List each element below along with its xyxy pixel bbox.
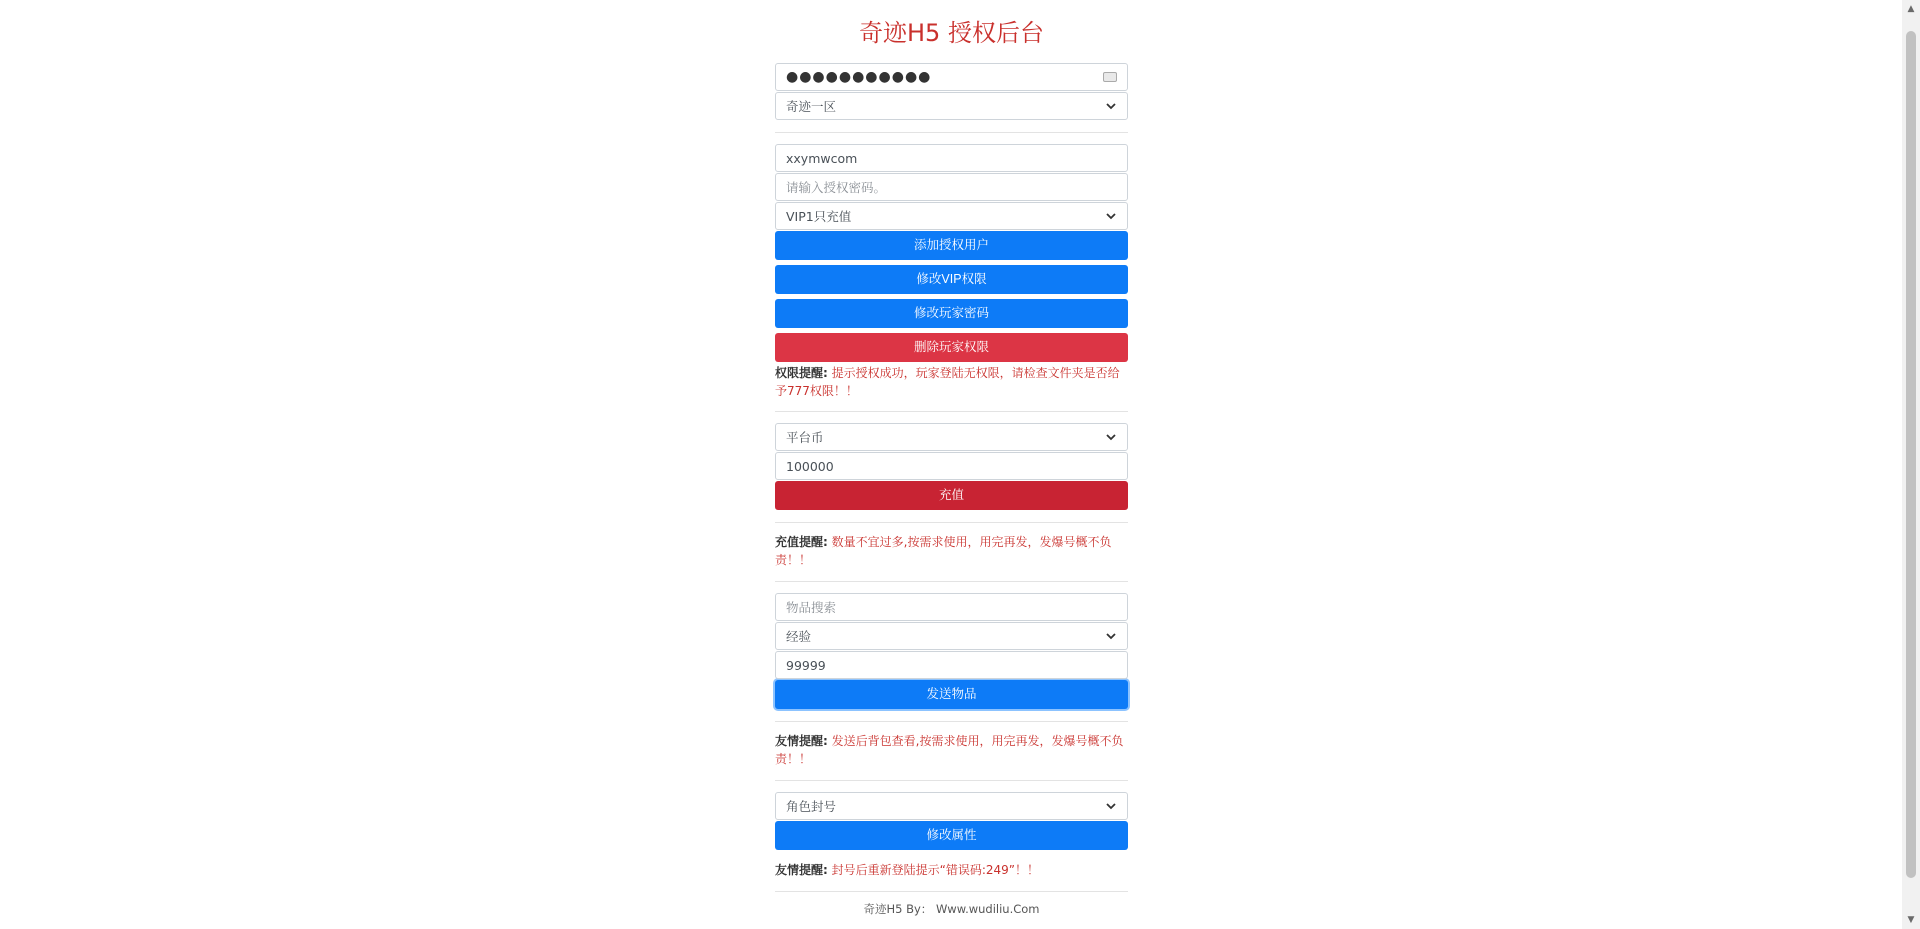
recharge-notice-label: 充值提醒:: [775, 535, 828, 549]
scroll-up-icon[interactable]: ▲: [1907, 4, 1915, 14]
vertical-scrollbar[interactable]: [1902, 0, 1920, 929]
add-user-button[interactable]: 添加授权用户: [775, 231, 1128, 260]
auth-notice-text: 提示授权成功，玩家登陆无权限，请检查文件夹是否给予777权限！！: [775, 366, 1120, 398]
server-select[interactable]: [775, 92, 1128, 120]
main-panel: [775, 0, 1128, 917]
divider: [775, 721, 1128, 722]
item-notice: [775, 732, 1128, 768]
item-search-placeholder: 物品搜索: [786, 600, 837, 615]
chevron-down-icon: [1105, 210, 1117, 222]
amount-input[interactable]: [775, 452, 1128, 480]
divider: [775, 780, 1128, 781]
modify-vip-button[interactable]: 修改VIP权限: [775, 265, 1128, 294]
scroll-down-icon[interactable]: ▼: [1907, 915, 1915, 925]
divider: [775, 891, 1128, 892]
footer-text: 奇迹H5 By： Www.wudiliu.Com: [863, 902, 1040, 916]
page-title: 奇迹H5 授权后台: [859, 19, 1044, 47]
send-item-button[interactable]: 发送物品: [775, 680, 1128, 709]
recharge-notice-text: 数量不宜过多,按需求使用，用完再发，发爆号概不负责！！: [775, 535, 1112, 567]
chevron-down-icon: [1105, 100, 1117, 112]
auth-password-input[interactable]: [775, 173, 1128, 201]
quantity-value: 99999: [786, 657, 826, 673]
server-select-value: 奇迹一区: [786, 99, 837, 114]
attribute-select-value: 角色封号: [786, 799, 837, 814]
username-input[interactable]: [775, 144, 1128, 172]
username-value: xxymwcom: [786, 150, 858, 166]
item-select-value: 经验: [786, 629, 812, 644]
attribute-notice-text: 封号后重新登陆提示“错误码:249”！！: [831, 863, 1040, 877]
recharge-button[interactable]: 充值: [775, 481, 1128, 510]
chevron-down-icon: [1105, 630, 1117, 642]
recharge-notice: [775, 533, 1128, 569]
divider: [775, 522, 1128, 523]
chevron-down-icon: [1105, 431, 1117, 443]
scrollbar-thumb[interactable]: [1906, 31, 1916, 878]
amount-value: 100000: [786, 458, 834, 474]
auth-notice: [775, 364, 1128, 400]
vip-select[interactable]: [775, 202, 1128, 230]
password-input[interactable]: [775, 63, 1128, 91]
quantity-input[interactable]: [775, 651, 1128, 679]
attribute-select[interactable]: [775, 792, 1128, 820]
item-notice-text: 发送后背包查看,按需求使用，用完再发，发爆号概不负责！！: [775, 734, 1124, 766]
delete-player-button[interactable]: 删除玩家权限: [775, 333, 1128, 362]
modify-attribute-button[interactable]: 修改属性: [775, 821, 1128, 850]
vip-select-value: VIP1只充值: [786, 209, 852, 224]
divider: [775, 411, 1128, 412]
currency-select[interactable]: [775, 423, 1128, 451]
chevron-down-icon: [1105, 800, 1117, 812]
divider: [775, 581, 1128, 582]
item-select[interactable]: [775, 622, 1128, 650]
currency-select-value: 平台币: [786, 430, 824, 445]
attribute-notice-label: 友情提醒:: [775, 863, 828, 877]
auth-notice-label: 权限提醒:: [775, 366, 828, 380]
divider: [775, 132, 1128, 133]
keyboard-icon: [1103, 72, 1117, 82]
password-value: ●●●●●●●●●●●: [786, 69, 932, 85]
auth-password-placeholder: 请输入授权密码。: [786, 180, 887, 195]
item-notice-label: 友情提醒:: [775, 734, 828, 748]
attribute-notice: [775, 861, 1128, 879]
item-search-input[interactable]: [775, 593, 1128, 621]
modify-password-button[interactable]: 修改玩家密码: [775, 299, 1128, 328]
